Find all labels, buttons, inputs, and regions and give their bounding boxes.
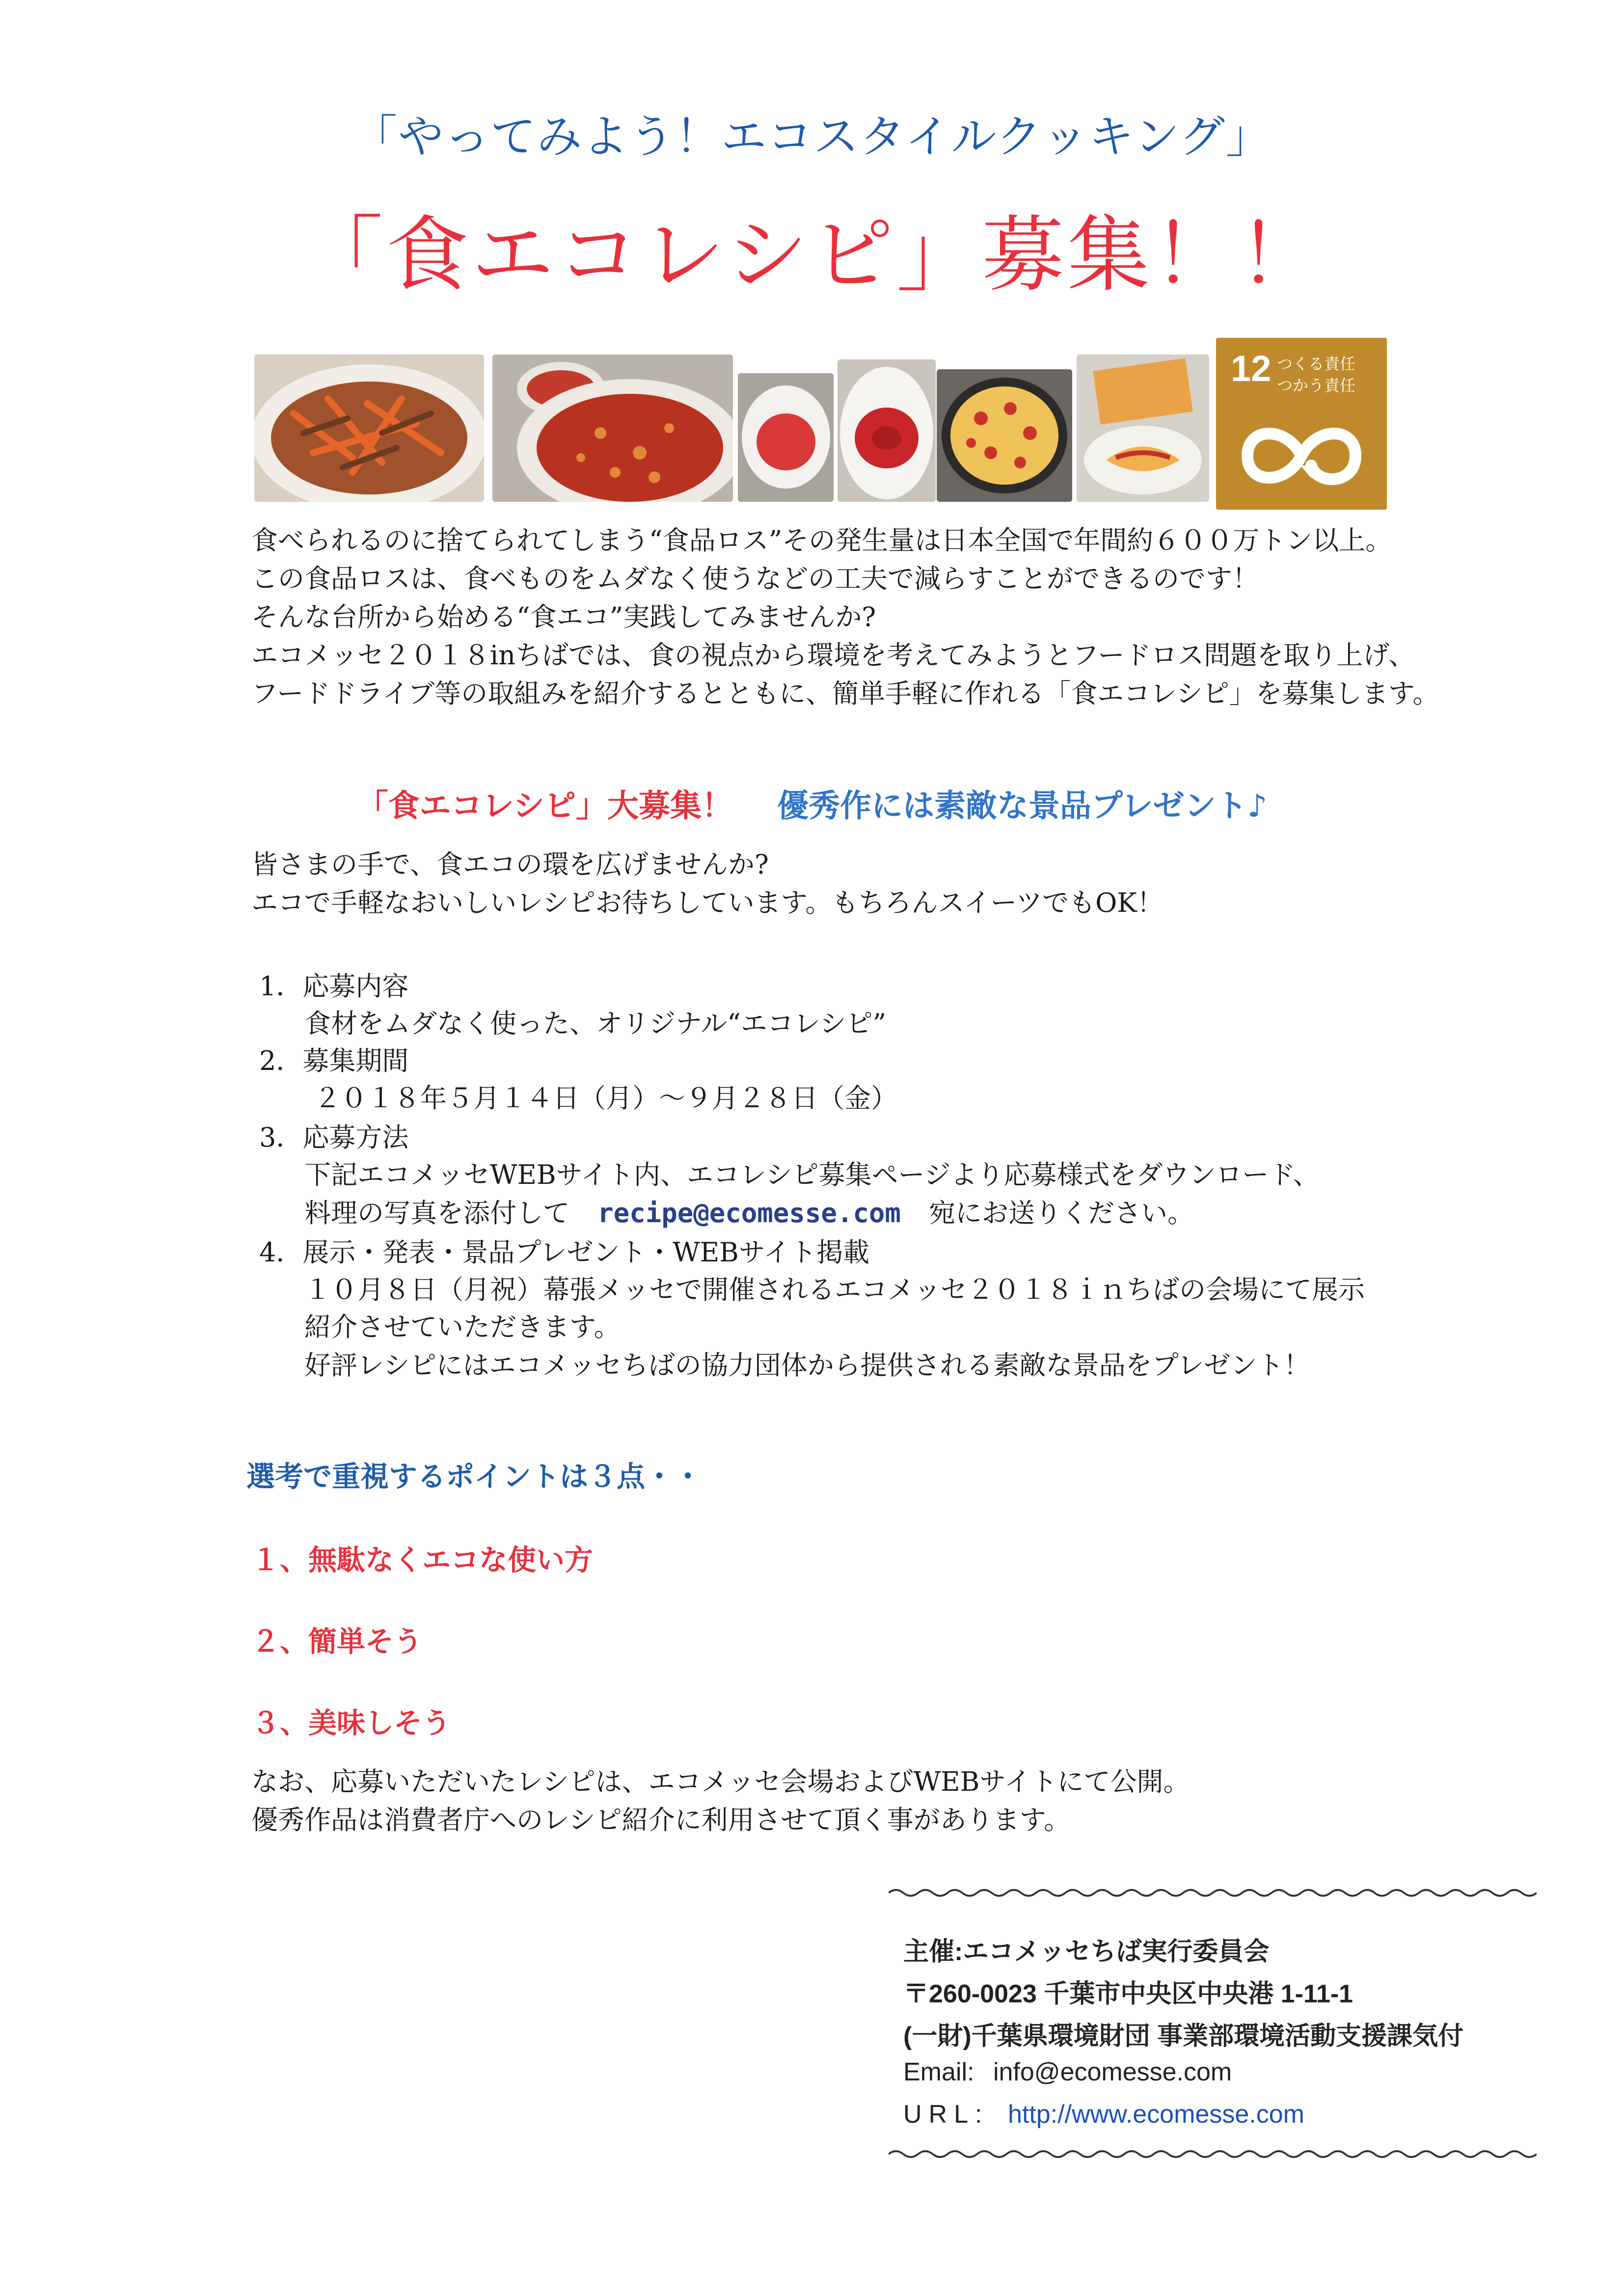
promo-blue-text: 優秀作には素敵な景品プレゼント♪ [777,788,1268,824]
food-photo-tart [1077,355,1209,502]
invite-line: エコで手軽なおいしいレシピお待ちしています。もちろんスイーツでもOK！ [251,887,1164,918]
infinity-loop-icon [1238,416,1365,495]
organizer-department: (一財)千葉県環境財団 事業部環境活動支援課気付 [903,2022,1464,2050]
sdg-label-line1: つくる責任 [1277,355,1356,373]
item-4-heading: 4．展示・発表・景品プレゼント・WEBサイト掲載 [259,1237,870,1268]
subtitle: 「やってみよう！エコスタイルクッキング」 [352,110,1272,163]
closing-line: 優秀作品は消費者庁へのレシピ紹介に利用させて頂く事があります。 [251,1804,1071,1835]
organizer-email-link[interactable]: info@ecomesse.com [993,2058,1232,2086]
food-photo-pizza [937,369,1072,502]
closing-line: なお、応募いただいたレシピは、エコメッセ会場およびWEBサイトにて公開。 [251,1766,1190,1797]
item-2-body: ２０１８年５月１４日（月）～９月２８日（金） [314,1083,897,1114]
food-photo-soup-bowl [838,359,936,502]
intro-line: エコメッセ２０１８inちばでは、食の視点から環境を考えてみようとフードロス問題を取り上げ、 [251,640,1415,671]
page-title: 「食エコレシピ」募集！！ [300,207,1324,303]
promo-headline [0,781,1624,826]
wavy-divider-bottom [889,2147,1537,2161]
organizer-address: 〒260-0023 千葉市中央区中央港 1-11-1 [903,1980,1353,2008]
recipe-email-link[interactable]: recipe@ecomesse.com [597,1198,901,1229]
item-4-body-line2: 紹介させていただきます。 [304,1312,621,1342]
food-photo-stir-fry [254,355,484,502]
criterion-1: １、無駄なくエコな使い方 [251,1543,594,1577]
invitation-paragraph [251,846,1164,922]
email-label: Email: [903,2058,974,2086]
sdg-number: 12 [1231,348,1272,389]
item-3-heading: 3．応募方法 [259,1122,409,1153]
item-2-heading: 2．募集期間 [259,1045,409,1076]
intro-line: 食べられるのに捨てられてしまう“食品ロス”その発生量は日本全国で年間約６００万トン以上。 [251,525,1392,556]
criteria-heading: 選考で重視するポイントは３点・・ [246,1460,703,1493]
sdg-label-line2: つかう責任 [1277,376,1356,395]
sdg-goal-12-badge [1216,338,1387,510]
criterion-2: ２、簡単そう [251,1625,423,1658]
item-4-body-line1: １０月８日（月祝）幕張メッセで開催されるエコメッセ２０１８ｉｎちばの会場にて展示 [304,1274,1365,1305]
item-3-body-line2 [304,1192,1194,1230]
promo-red-text: 「食エコレシピ」大募集！ [356,788,733,824]
invite-line: 皆さまの手で、食エコの環を広げませんか? [251,849,769,880]
item-3-text-before-email: 料理の写真を添付して [304,1198,569,1229]
food-photo-red-puree [738,373,834,502]
organizer-host: 主催:エコメッセちば実行委員会 [903,1938,1270,1966]
item-3-text-after-email: 宛にお送りください。 [929,1198,1194,1229]
intro-line: この食品ロスは、食べものをムダなく使うなどの工夫で減らすことができるのです！ [251,563,1259,594]
intro-line: そんな台所から始める“食エコ”実践してみませんか? [251,601,876,632]
organizer-email-row [903,2057,1232,2087]
item-1-heading: 1．応募内容 [259,971,409,1002]
item-4-body-line3: 好評レシピにはエコメッセちばの協力団体から提供される素敵な景品をプレゼント！ [304,1350,1310,1381]
organizer-url-link[interactable]: http://www.ecomesse.com [1007,2100,1304,2129]
item-1-body: 食材をムダなく使った、オリジナル“エコレシピ” [304,1008,887,1039]
food-photo-red-rice [492,355,733,502]
intro-line: フードドライブ等の取組みを紹介するとともに、簡単手軽に作れる「食エコレシピ」を募集します。 [251,678,1439,709]
intro-paragraph [251,521,1439,713]
organizer-url-row [903,2100,1304,2129]
closing-paragraph [251,1763,1190,1839]
url-label: URL: [903,2100,989,2129]
item-3-body-line1: 下記エコメッセWEBサイト内、エコレシピ募集ページより応募様式をダウンロード、 [304,1159,1320,1190]
criterion-3: ３、美味しそう [251,1706,451,1740]
wavy-divider-top [889,1886,1537,1900]
